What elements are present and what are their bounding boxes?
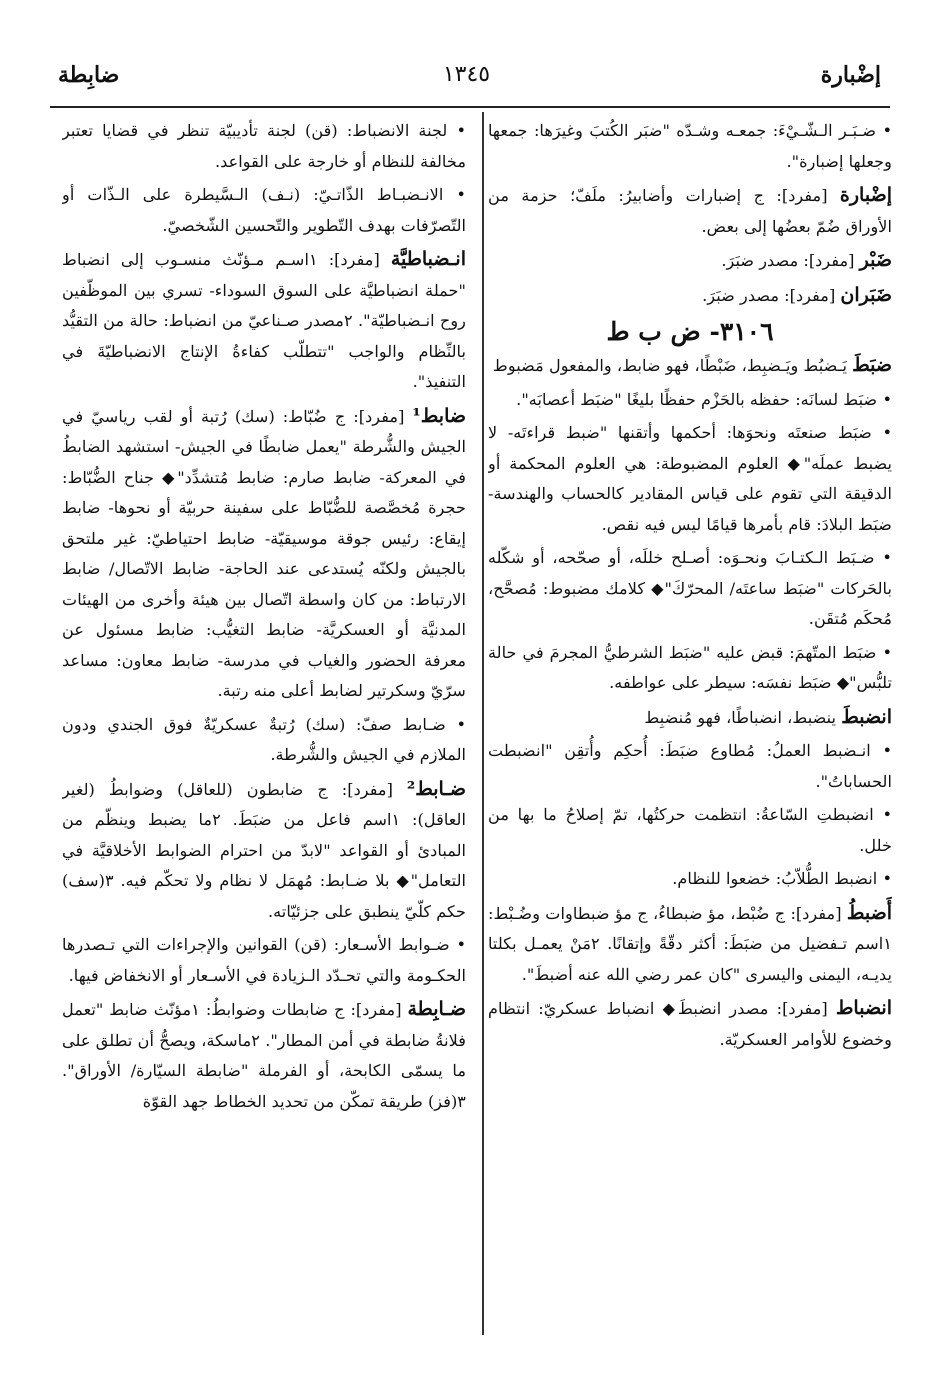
entry-text: • ضـبَط الـكتـابَ ونحـوَه: أصـلح خللَه، أو صحّحه، أو شكّله بالحَركات "ضبَط ساعتَه/ المحرّكَ"◆ كلامك مضبوط: مُصحَّح، مُحكَم مُتقَن. bbox=[488, 548, 892, 628]
dictionary-entry bbox=[488, 245, 892, 277]
header-guide-word-right: إضْبارة bbox=[820, 62, 881, 88]
dictionary-entry bbox=[62, 774, 466, 928]
entry-text: • الانـضبـاط الذّاتـيّ: (نـف) الـسَّيطرة على الـذّات أو التّصرّفات بهدف التّطوير والتّحسين الشّخصيّ. bbox=[62, 185, 466, 235]
root-heading: ٣١٠٦- ض ب ط bbox=[606, 317, 774, 346]
dictionary-entry bbox=[488, 800, 892, 861]
dictionary-entry bbox=[488, 898, 892, 991]
entry-text: • ضبَط لسانَه: حفظه بالحَزْم حفظًا بليغًا "ضبَط أعصابَه". bbox=[516, 389, 892, 409]
entry-headword: انضبطَ bbox=[841, 705, 892, 728]
dictionary-entry bbox=[488, 864, 892, 895]
entry-text: • انضبطتِ السّاعةُ: انتظمت حركتُها، تمّ إصلاحُ ما بها من خلل. bbox=[488, 805, 892, 855]
dictionary-entry bbox=[488, 993, 892, 1055]
dictionary-entry bbox=[488, 543, 892, 635]
dictionary-entry bbox=[62, 116, 466, 177]
entry-text: [مفرد]: ج ضُبّاط: (سك) رُتبة أو لقب رياسيّ في الجيش والشُّرطة "يعمل ضابطًا في الجيش- استشهد الضابطُ في المعركة- ضابط صارم: ضابط مُتشدِّد"◆ جناح الضُّبّاط: حجرة مُخصَّصة للضُّبّاط على سفينة حربيّة أو نحوها- ضابط إيقاع: رئيس جوقة موسيقيّة- ضابط احتياطيّ: غير ملتحق بالجيش ولكنّه يُستدعى عند الحاجة- ضابط الاتّصال/ ضابط الارتباط: من كان واسطة اتّصال بين هيئة وأخرى من الهيئات المدنيَّة أو العسكريَّة- ضابط التغيُّب: ضابط مسئول عن معرفة الحضور والغياب في مدرسة- ضابط معاون: مساعد سرّيّ وسكرتير لضابط أعلى منه رتبة. bbox=[62, 406, 466, 700]
entry-text: [مفرد]: ج إضبارات وأضابيرُ: ملَفّ؛ حزمة من الأوراق ضُمّ بعضُها إلى بعض. bbox=[488, 186, 892, 236]
right-entries-before-root bbox=[488, 116, 892, 311]
dictionary-entry bbox=[488, 116, 892, 177]
entry-text: • انـضبط العملُ: مُطاوع ضبَطَ: أُحكِم وأُتقِن "انضبطت الحساباتُ". bbox=[488, 741, 892, 791]
entry-text: [مفرد]: مصدر ضبَرَ. bbox=[721, 251, 860, 270]
dictionary-entry bbox=[62, 930, 466, 991]
entry-headword: ضَبَران bbox=[840, 283, 892, 306]
entry-text: [مفرد]: مصدر انضبطَ◆ انضباط عسكريّ: انتظام وخضوع للأوامر العسكريّة. bbox=[488, 999, 892, 1049]
entry-text: • لجنة الانضباط: (قن) لجنة تأديبيّة تنظر في قضايا تعتبر مخالفة للنظام أو خارجة على القواعد. bbox=[62, 121, 466, 171]
header-guide-word-left: ضابِطة bbox=[58, 62, 120, 88]
entry-text: ينضبط، انضباطًا، فهو مُنضبِط bbox=[644, 707, 842, 727]
entry-text: [مفرد]: ١اسـم مـؤنّث منسـوب إلى انضباط "حملة انضباطيَّة على السوق السوداء- تسري بين الموظّفين روح انـضباطيّة". ٢مصدر صـناعيّ من انضباط: حالة من التقيُّد بالنِّظام والواجب "تتطلّب كفاءةُ الإنتاج الانضباطيّةَ في التنفيذ". bbox=[62, 250, 466, 391]
dictionary-entry bbox=[62, 180, 466, 241]
dictionary-entry bbox=[62, 994, 466, 1117]
entry-headword: أَضبطُ bbox=[846, 901, 892, 924]
entry-text: [مفرد]: ج ضابطات وضوابطُ: ١مؤنّث ضابط "تعمل فلانةُ ضابطة في أمن المطار". ٢ماسكة، ويصحُّ أن تطلق على ما يسمّى الكابحة، أو الفرملة "ضابطة السيّارة/ الأوراق". ٣(فز) طريقة تمكّن من تحديد الخطاط جهد القوّة bbox=[62, 1000, 466, 1111]
entry-text: [مفرد]: ج ضُبْط، مؤ ضبطاءُ، ج مؤ ضبطاوات وضُـبْط: ١اسم تـفضيل من ضبَطَ: أكثر دقّةً وإتقانًا. ٢مَنْ يعمـل بكلتا يديـه، اليمنى واليسرى "كان عمر رضي الله عنه أضبطَ". bbox=[488, 903, 892, 984]
right-entries-after-root bbox=[488, 350, 892, 1055]
entry-text: • ضبَط المتّهمَ: قبض عليه "ضبَط الشرطيُّ المجرمَ في حالة تلبُّس"◆ ضبَط نفسَه: سيطر على عواطفه. bbox=[488, 642, 892, 692]
entry-text: [مفرد]: مصدر ضبَرَ. bbox=[702, 285, 841, 305]
entry-headword: انـضباطيَّة bbox=[390, 248, 466, 270]
entry-text: • ضـوابط الأسـعار: (قن) القوانين والإجراءات التي تـصدرها الحكـومة والتي تحـدّد الـزيادة في الأسـعار أو الانخفاض فيها. bbox=[62, 935, 466, 985]
entry-headword: انضباط bbox=[835, 997, 892, 1019]
dictionary-entry bbox=[62, 244, 466, 398]
entry-text: يَـضبُط ويَـضبِط، ضَبْطًا، فهو ضابط، والمفعول مَضبوط bbox=[492, 356, 853, 375]
dictionary-entry bbox=[488, 736, 892, 797]
left-column bbox=[62, 116, 466, 1336]
dictionary-entry bbox=[488, 350, 892, 382]
entry-text: • ضبَط صنعتَه ونحوَها: أحكمها وأتقنها "ضبط قراءتَه- لا يضبط عملَه"◆ العلوم المضبوطة: هي العلوم المحكمة أو الدقيقة التي تقوم على قياس المقادير كالحساب والهندسة- ضبَط البلادَ: قام بأمرها قيامًا ليس فيه نقص. bbox=[488, 423, 892, 534]
entry-headword: ضابط¹ bbox=[412, 404, 466, 427]
entry-text: [مفرد]: ج ضابطون (للعاقل) وضوابطُ (لغير العاقل): ١اسم فاعل من ضبَطَ. ٢ما يضبط وينظّم من المبادئ أو القواعد "لابدّ من احترام الضوابط الأخلاقيَّة في التعامل"◆ بلا ضـابط: مُهمَل لا نظام ولا تحكّم فيه. ٣(سف) حكم كلّيّ ينطبق على جزئيّاته. bbox=[62, 779, 466, 921]
entry-headword: إضْبارة bbox=[839, 184, 892, 206]
dictionary-entry bbox=[488, 180, 892, 242]
entry-headword: ضَبْر bbox=[859, 249, 892, 271]
entry-headword: ضـابِطة bbox=[407, 998, 466, 1020]
header-rule bbox=[50, 106, 890, 108]
page-number: ١٣٤٥ bbox=[442, 62, 491, 87]
dictionary-entry bbox=[488, 702, 892, 734]
dictionary-entry bbox=[488, 280, 892, 312]
dictionary-entry bbox=[488, 638, 892, 699]
left-entries bbox=[62, 116, 466, 1117]
dictionary-entry bbox=[488, 418, 892, 540]
entry-text: • ضـبَـر الـشّـيْءَ: جمعـه وشـدّه "ضبَر الكُتبَ وغيرَها: جمعها وجعلها إضبارة". bbox=[488, 121, 892, 171]
dictionary-entry bbox=[62, 710, 466, 771]
dictionary-entry bbox=[62, 401, 466, 707]
dictionary-entry bbox=[488, 385, 892, 416]
entry-headword: ضـابط² bbox=[406, 777, 466, 800]
entry-text: • انضبط الطُّلاّبُ: خضعوا للنظام. bbox=[672, 869, 892, 888]
entry-text: • ضـابط صفّ: (سك) رُتبةٌ عسكريّةٌ فوق الجندي ودون الملازم في الجيش والشُّرطة. bbox=[62, 714, 466, 764]
right-column bbox=[488, 116, 892, 1336]
column-divider bbox=[482, 112, 484, 1335]
entry-headword: ضبَطَ bbox=[852, 354, 892, 376]
